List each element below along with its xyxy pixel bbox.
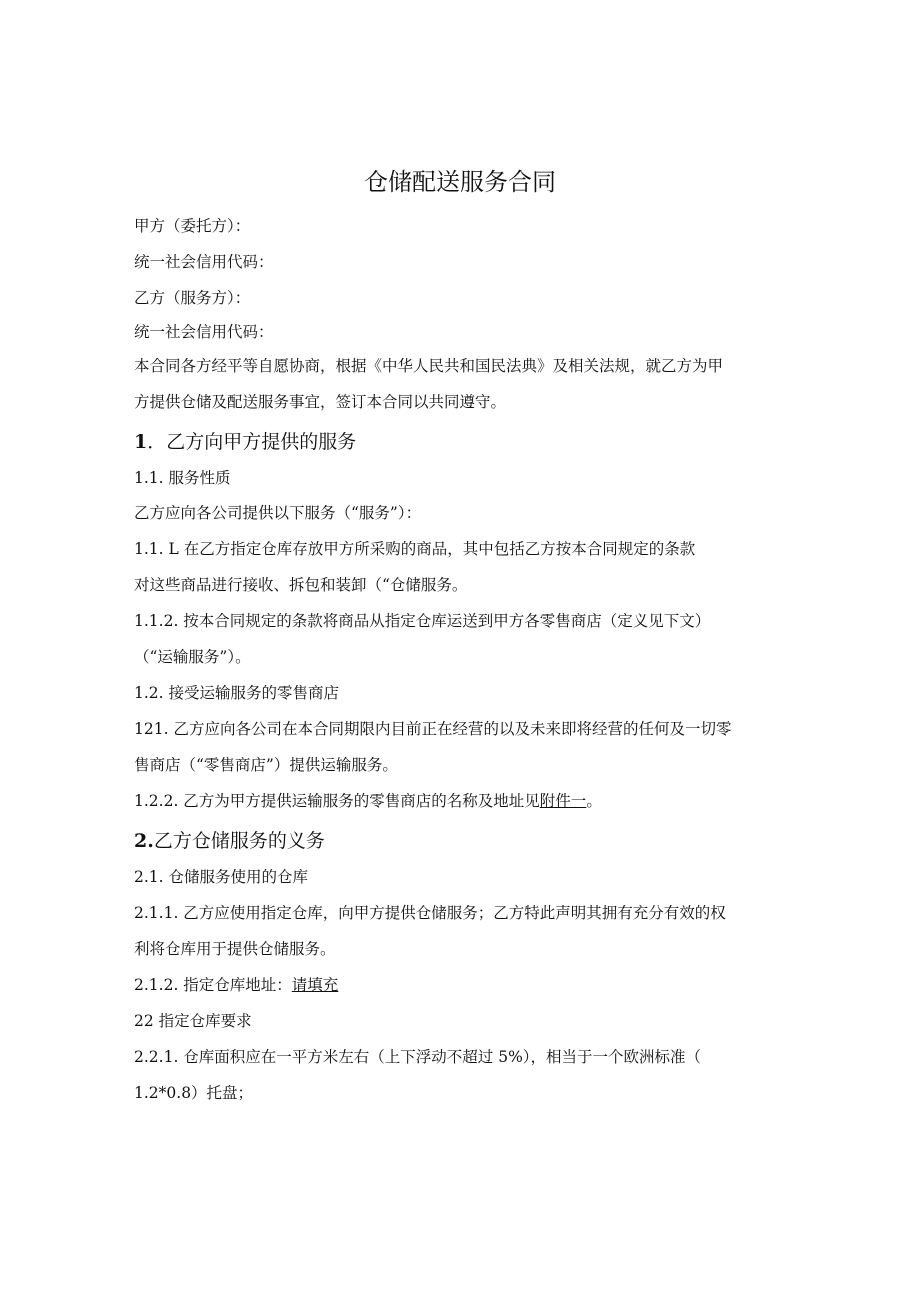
party-a-label: 甲方（委托方）： <box>134 217 251 235</box>
clause-2-1-1-line-2: 利将仓库用于提供仓储服务。 <box>134 940 336 958</box>
clause-1-1-2-line-1: 1.1.2. 按本合同规定的条款将商品从指定仓库运送到甲方各零售商店（定义见下文） <box>134 612 711 630</box>
clause-1-2-1-line-2: 售商店（“零售商店”）提供运输服务。 <box>134 756 398 774</box>
clause-1-1-1-line-2: 对这些商品进行接收、拆包和装卸（“仓储服务。 <box>134 576 468 594</box>
clause-2-2-1-line-2: 1.2*0.8）托盘； <box>134 1084 254 1102</box>
clause-1-1-body: 乙方应向各公司提供以下服务（“服务”）： <box>134 504 422 522</box>
clause-1-1-1-line-1: 1.1. L 在乙方指定仓库存放甲方所采购的商品，其中包括乙方按本合同规定的条款 <box>134 540 696 558</box>
intro-paragraph-line-2: 方提供仓储及配送服务事宜，签订本合同以共同遵守。 <box>134 393 507 411</box>
clause-2-2: 22 指定仓库要求 <box>134 1012 252 1030</box>
intro-paragraph-line-1: 本合同各方经平等自愿协商，根据《中华人民共和国民法典》及相关法规，就乙方为甲 <box>134 357 724 375</box>
clause-2-1-2-text: 2.1.2. 指定仓库地址： <box>134 976 292 994</box>
clause-1-2-2-text: 1.2.2. 乙方为甲方提供运输服务的零售商店的名称及地址见 <box>134 792 540 810</box>
clause-1-2-2 <box>134 791 602 811</box>
clause-1-2-2-end: 。 <box>586 792 602 810</box>
clause-2-1: 2.1. 仓储服务使用的仓库 <box>134 868 309 886</box>
section-1-number: 1 <box>134 431 148 453</box>
section-1-title: ．乙方向甲方提供的服务 <box>147 431 357 453</box>
clause-2-2-1-line-1: 2.2.1. 仓库面积应在一平方米左右（上下浮动不超过 5%），相当于一个欧洲标准（ <box>134 1048 702 1066</box>
clause-2-1-2 <box>134 975 338 995</box>
party-b-credit-code: 统一社会信用代码： <box>134 323 274 341</box>
party-a-credit-code: 统一社会信用代码： <box>134 253 274 271</box>
clause-1-1: 1.1. 服务性质 <box>134 469 231 487</box>
clause-1-1-2-line-2: （“运输服务”）。 <box>134 648 251 666</box>
section-2-title: 乙方仓储服务的义务 <box>153 830 325 852</box>
clause-1-2-1-line-1: 121. 乙方应向各公司在本合同期限内目前正在经营的以及未来即将经营的任何及一切零 <box>134 720 732 738</box>
party-b-label: 乙方（服务方）： <box>134 289 251 307</box>
section-2-heading <box>134 830 325 852</box>
section-2-number: 2. <box>134 830 154 852</box>
document-title: 仓储配送服务合同 <box>364 168 556 196</box>
warehouse-address-placeholder[interactable]: 请填充 <box>291 976 339 994</box>
clause-1-2: 1.2. 接受运输服务的零售商店 <box>134 684 340 702</box>
appendix-one-link[interactable]: 附件一 <box>539 792 587 810</box>
clause-2-1-1-line-1: 2.1.1. 乙方应使用指定仓库，向甲方提供仓储服务；乙方特此声明其拥有充分有效的权 <box>134 904 726 922</box>
section-1-heading <box>134 431 356 453</box>
